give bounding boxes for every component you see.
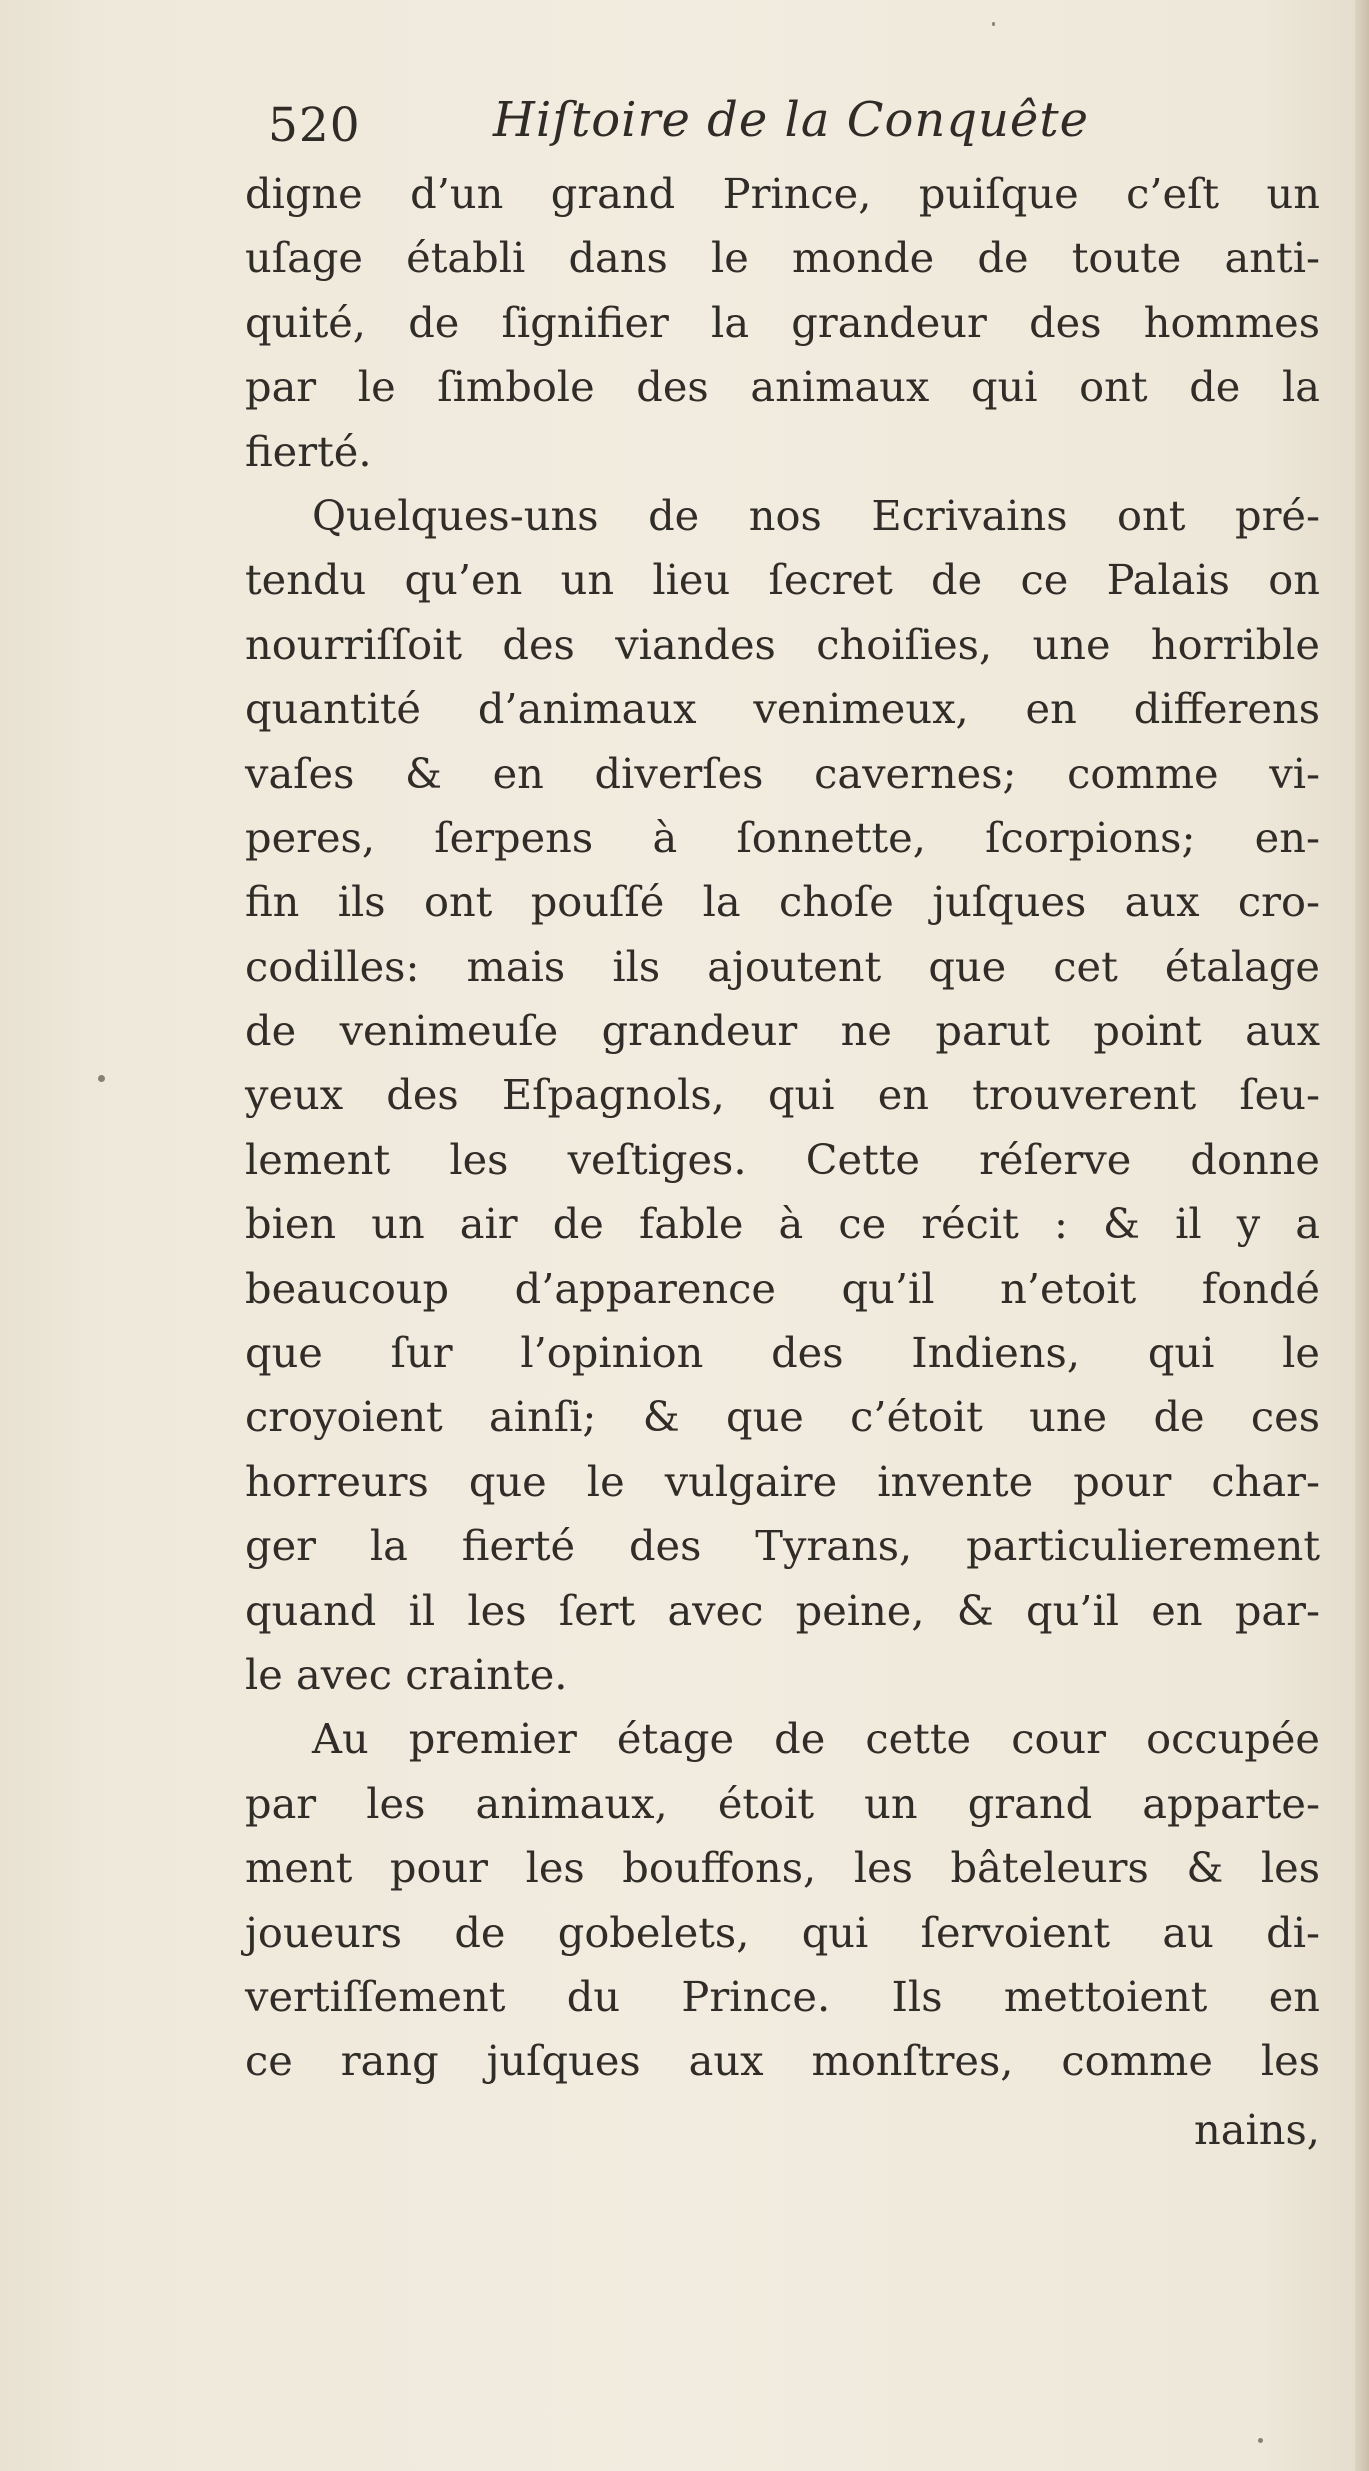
text-line: par les animaux, étoit un grand apparte- <box>245 1778 1320 1828</box>
text-line: ger la fierté des Tyrans, particulierement <box>245 1521 1320 1571</box>
text-line: vertiſſement du Prince. Ils mettoient en <box>245 1971 1320 2021</box>
text-line: ment pour les bouffons, les bâteleurs & les <box>245 1843 1320 1893</box>
text-line: nourriſſoit des viandes choiſies, une horrible <box>245 619 1320 669</box>
page-edge <box>1355 0 1369 2471</box>
text-line: de venimeuſe grandeur ne parut point aux <box>245 1006 1320 1056</box>
text-line: Au premier étage de cette cour occupée <box>312 1714 1320 1764</box>
text-line: joueurs de gobelets, qui ſervoient au di- <box>245 1907 1320 1957</box>
page-header <box>268 92 1268 162</box>
text-line: par le ſimbole des animaux qui ont de la <box>245 362 1320 412</box>
text-line: vaſes & en diverſes cavernes; comme vi- <box>245 748 1320 798</box>
text-line: digne d’un grand Prince, puiſque c’eſt un <box>245 169 1320 218</box>
paper-speck <box>98 1075 105 1082</box>
text-line: que ſur l’opinion des Indiens, qui le <box>245 1328 1320 1378</box>
text-line: uſage établi dans le monde de toute anti- <box>245 233 1320 283</box>
text-line: fierté. <box>245 426 372 476</box>
text-line: lement les veſtiges. Cette réſerve donne <box>245 1134 1320 1184</box>
text-line: ce rang juſques aux monſtres, comme les <box>245 2036 1320 2086</box>
text-line: croyoient ainſi; & que c’étoit une de ces <box>245 1392 1320 1442</box>
text-line: le avec crainte. <box>245 1649 568 1699</box>
text-line: quand il les ſert avec peine, & qu’il en par- <box>245 1585 1320 1635</box>
text-line: quité, de ſignifier la grandeur des hommes <box>245 297 1320 347</box>
text-line: bien un air de fable à ce récit : & il y a <box>245 1199 1320 1249</box>
text-line: tendu qu’en un lieu ſecret de ce Palais on <box>245 555 1320 605</box>
text-line: quantité d’animaux venimeux, en differens <box>245 684 1320 734</box>
text-line: peres, ſerpens à ſonnette, ſcorpions; en- <box>245 812 1320 862</box>
catchword: nains, <box>1194 2105 1320 2154</box>
page-number: 520 <box>268 98 361 153</box>
text-block <box>245 162 1320 2094</box>
running-head: Hiſtoire de la Conquête <box>493 92 1090 148</box>
paper-speck <box>1258 2438 1263 2443</box>
text-line: horreurs que le vulgaire invente pour char- <box>245 1456 1320 1506</box>
text-line: Quelques-uns de nos Ecrivains ont pré- <box>312 490 1320 540</box>
text-line: yeux des Eſpagnols, qui en trouverent ſeu- <box>245 1070 1320 1120</box>
text-line: codilles: mais ils ajoutent que cet étalage <box>245 941 1320 991</box>
paper-speck <box>992 22 995 26</box>
text-line: fin ils ont pouſſé la choſe juſques aux cro- <box>245 877 1320 927</box>
text-line: beaucoup d’apparence qu’il n’etoit fondé <box>245 1263 1320 1313</box>
